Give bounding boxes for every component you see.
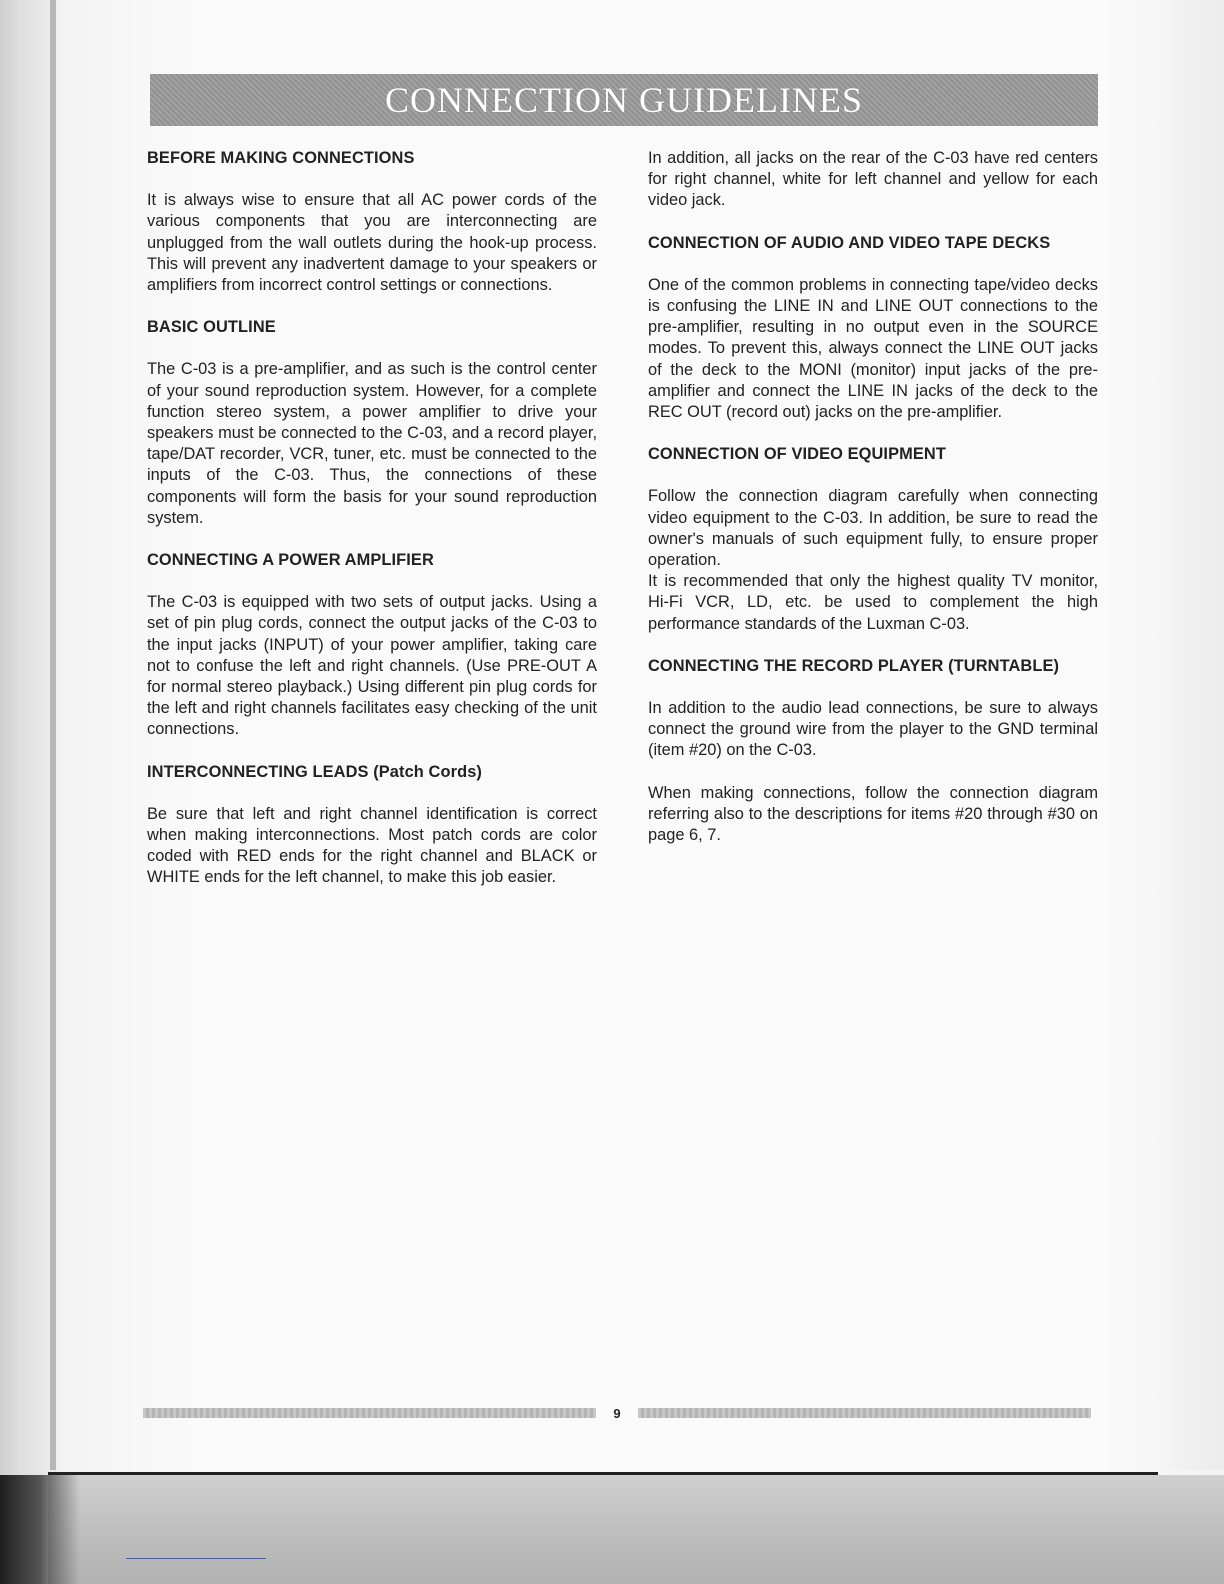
page-number: 9 (613, 1405, 621, 1421)
paragraph: Be sure that left and right channel identification is correct when making interconnections. Most patch cords are color coded with RED ends for the right channel and BLACK or WHITE ends for the left channel, to make this job easier. (147, 804, 597, 887)
paragraph: It is recommended that only the highest quality TV monitor, Hi-Fi VCR, LD, etc. be used to complement the high performance standards of the Luxman C-03. (648, 572, 1098, 633)
footer-rule-right (638, 1408, 1091, 1418)
paragraph: Follow the connection diagram carefully when connecting video equipment to the C-03. In addition, be sure to read the owner's manuals of such equipment fully, to ensure proper operation. (648, 487, 1098, 570)
section-heading: INTERCONNECTING LEADS (Patch Cords) (147, 762, 482, 781)
section-heading: CONNECTING THE RECORD PLAYER (TURNTABLE) (648, 656, 1060, 675)
section-interconnecting-leads (147, 762, 597, 889)
paragraph: One of the common problems in connecting tape/video decks is confusing the LINE IN and LINE OUT connections to the pre-amplifier, resulting in no output even in the SOURCE modes. To prevent this, always connect the LINE OUT jacks of the deck to the MONI (monitor) input jacks of the pre-amplifier and connect the LINE IN jacks of the deck to the REC OUT (record out) jacks on the pre-amplifier. (648, 275, 1098, 422)
scan-corner-shadow (0, 1475, 80, 1584)
section-video-equipment (648, 444, 1098, 635)
right-edge-shade (1154, 0, 1224, 1470)
paragraph: It is always wise to ensure that all AC power cords of the various components that you are interconnecting are unplugged from the wall outlets during the hook-up process. This will prevent any inadvertent damage to your speakers or amplifiers from incorrect control settings or connections. (147, 191, 597, 295)
scan-artifact-line (126, 1558, 266, 1559)
scan-bottom-area (48, 1475, 1224, 1584)
section-heading: CONNECTING A POWER AMPLIFIER (147, 551, 434, 570)
section-heading: BASIC OUTLINE (147, 318, 276, 337)
paragraph: The C-03 is equipped with two sets of output jacks. Using a set of pin plug cords, connect the output jacks of the C-03 to the input jacks (INPUT) of your power amplifier, taking care not to confuse the left and right channels. (Use PRE-OUT A for normal stereo playback.) Using different pin plug cords for the left and right channels facilitates easy checking of the unit connections. (147, 593, 597, 739)
paragraph: In addition to the audio lead connections, be sure to always connect the ground wire from the player to the GND terminal (item #20) on the C-03. (648, 699, 1098, 760)
footer-rule-left (143, 1408, 596, 1418)
paragraph: When making connections, follow the connection diagram referring also to the descriptions for items #20 through #30 on page 6, 7. (648, 783, 1098, 845)
page-title: CONNECTION GUIDELINES (385, 80, 863, 120)
section-heading: CONNECTION OF VIDEO EQUIPMENT (648, 445, 946, 464)
paragraph: The C-03 is a pre-amplifier, and as such is the control center of your sound reproduction system. However, for a complete function stereo system, a power amplifier to drive your speakers must be connected to the C-03, and a record player, tape/DAT recorder, VCR, tuner, etc. must be connected to the inputs of the C-03. Thus, the connections of these components will form the basis for your sound reproduction system. (147, 360, 597, 527)
section-heading: CONNECTION OF AUDIO AND VIDEO TAPE DECKS (648, 233, 1051, 252)
intro-paragraph: In addition, all jacks on the rear of the C-03 have red centers for right channel, white for left channel and yellow for each video jack. (648, 149, 1098, 210)
section-connecting-power-amplifier (147, 550, 597, 741)
left-column (147, 148, 597, 910)
section-before-making-connections (147, 148, 597, 296)
title-banner (150, 74, 1098, 126)
section-basic-outline (147, 317, 597, 529)
page-edge-line (50, 0, 56, 1470)
page-footer (143, 1404, 1091, 1422)
section-heading: BEFORE MAKING CONNECTIONS (147, 149, 415, 167)
section-audio-video-tape-decks (648, 233, 1098, 424)
section-record-player (648, 656, 1098, 846)
right-column (648, 148, 1098, 867)
